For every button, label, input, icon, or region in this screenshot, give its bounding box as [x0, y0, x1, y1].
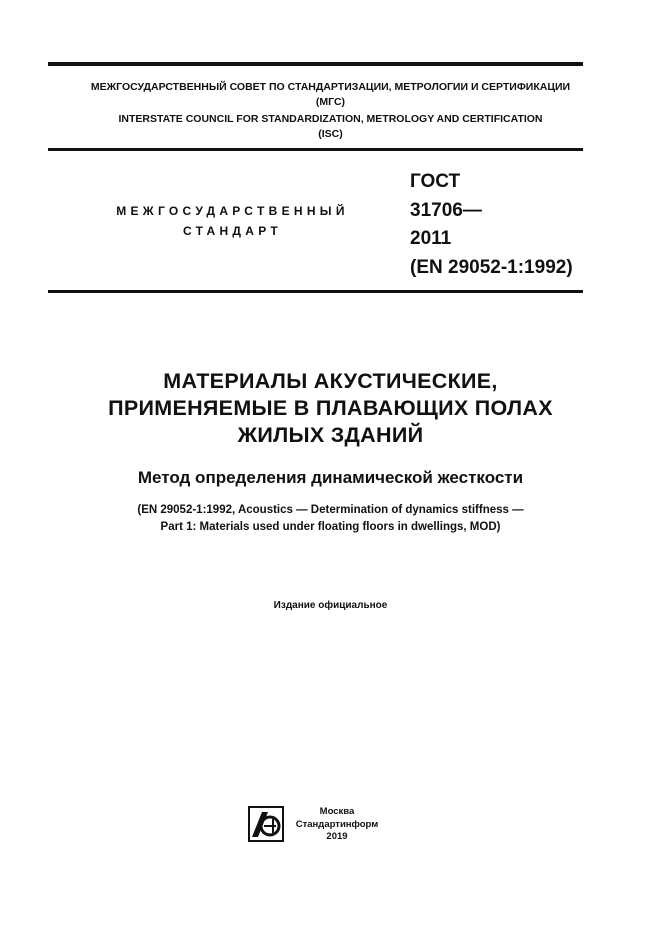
en-reference — [0, 502, 661, 535]
publisher-name: Стандартинформ — [295, 818, 379, 830]
standard-type-line1: МЕЖГОСУДАРСТВЕННЫЙ — [116, 204, 349, 218]
publisher-year: 2019 — [326, 831, 348, 842]
council-en-abbr: (ISC) — [318, 128, 343, 140]
council-en-name: INTERSTATE COUNCIL FOR STANDARDIZATION, METROLOGY AND CERTIFICATION — [118, 113, 543, 125]
council-en — [0, 112, 661, 142]
council-ru-name: МЕЖГОСУДАРСТВЕННЫЙ СОВЕТ ПО СТАНДАРТИЗАЦИИ, МЕТРОЛОГИИ И СЕРТИФИКАЦИИ — [90, 81, 571, 93]
gost-year: 2011 — [410, 228, 452, 249]
document-subtitle: Метод определения динамической жесткости — [137, 468, 524, 487]
title-line2: ПРИМЕНЯЕМЫЕ В ПЛАВАЮЩИХ ПОЛАХ — [108, 396, 553, 420]
gost-number: 31706— — [410, 199, 482, 221]
en-reference-line2: Part 1: Materials used under floating floors in dwellings, MOD) — [160, 520, 501, 533]
document-title — [0, 368, 661, 449]
gost-en-ref: (EN 29052-1:1992) — [410, 256, 573, 278]
publisher-city: Москва — [319, 806, 355, 817]
standartinform-logo-icon — [248, 806, 284, 842]
en-reference-line1: (EN 29052-1:1992, Acoustics — Determination of dynamics stiffness — — [137, 504, 524, 516]
gost-designation — [410, 168, 573, 282]
top-rule — [48, 62, 583, 66]
standard-type-line2: СТАНДАРТ — [182, 224, 283, 238]
header-rule — [48, 148, 583, 151]
publisher-info — [290, 806, 384, 844]
council-ru-abbr: (МГС) — [315, 96, 346, 108]
standard-type — [100, 201, 365, 241]
edition-label: Издание официальное — [273, 600, 388, 611]
title-line3: ЖИЛЫХ ЗДАНИЙ — [237, 423, 424, 447]
designation-rule — [48, 290, 583, 293]
council-ru — [0, 80, 661, 110]
gost-label: ГОСТ — [410, 171, 461, 192]
title-line1: МАТЕРИАЛЫ АКУСТИЧЕСКИЕ, — [163, 369, 498, 393]
